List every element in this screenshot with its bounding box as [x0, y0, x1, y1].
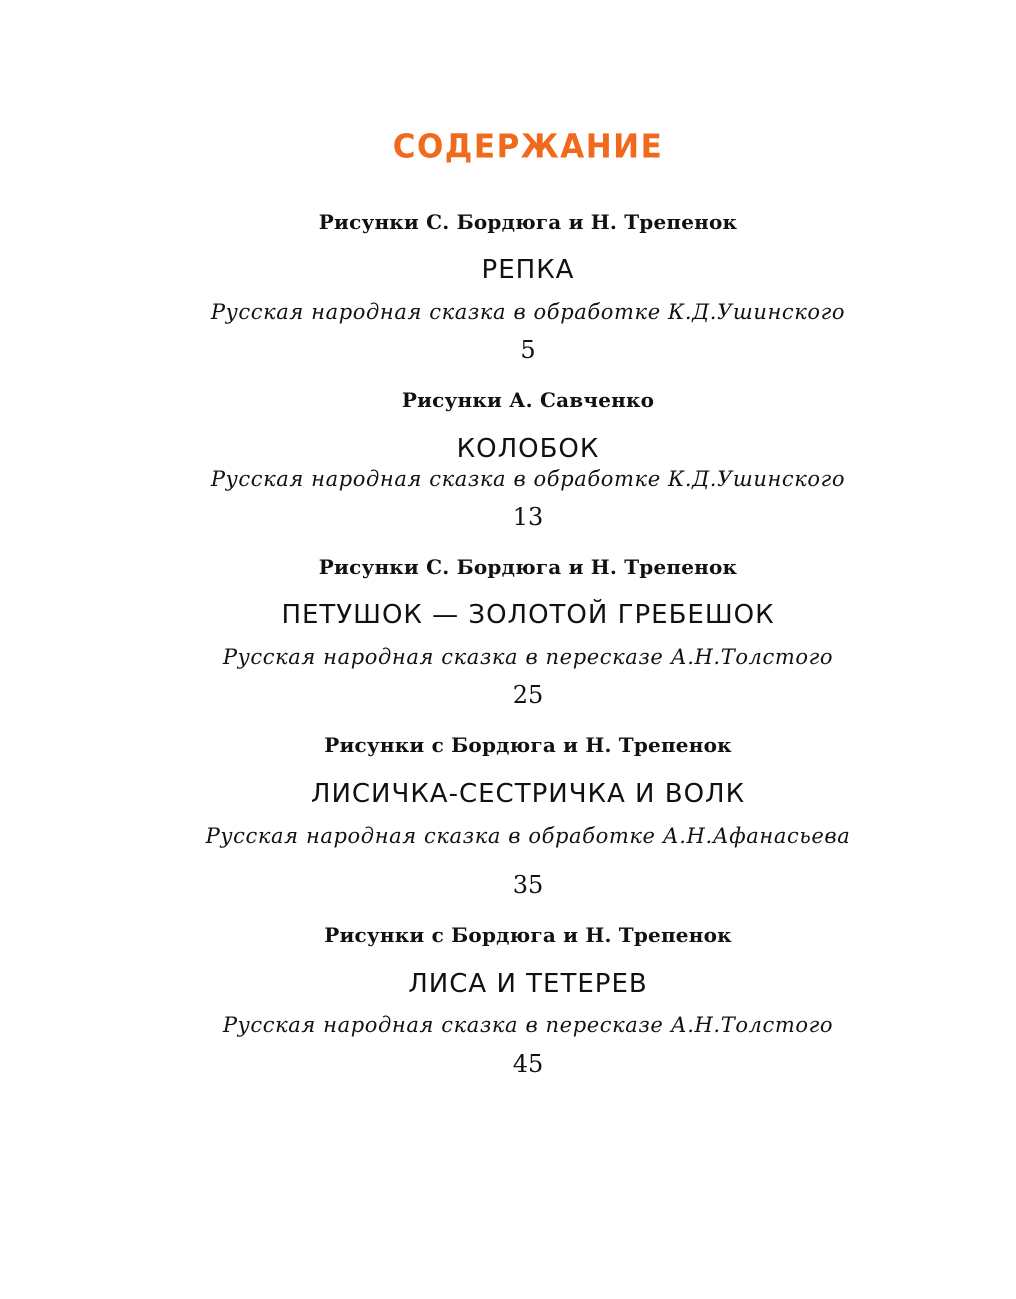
entry-1-illustrators: Рисунки С. Бордюга и Н. Трепенок — [318, 210, 738, 234]
entry-2-page-number[interactable]: 13 — [512, 503, 544, 531]
entry-1-source: Русская народная сказка в обработке К.Д.Ушинского — [210, 300, 846, 324]
entry-3-source: Русская народная сказка в пересказе А.Н.Толстого — [222, 645, 834, 669]
entry-2-illustrators: Рисунки А. Савченко — [401, 388, 655, 412]
entry-3-illustrators: Рисунки С. Бордюга и Н. Трепенок — [318, 555, 738, 579]
entry-3-title[interactable]: ПЕТУШОК — ЗОЛОТОЙ ГРЕБЕШОК — [281, 600, 775, 630]
entry-5-page-number[interactable]: 45 — [512, 1050, 544, 1078]
entry-3-page-number[interactable]: 25 — [512, 681, 544, 709]
entry-5-source: Русская народная сказка в пересказе А.Н.Толстого — [222, 1013, 834, 1037]
entry-4-source: Русская народная сказка в обработке А.Н.Афанасьева — [205, 824, 851, 848]
entry-4-illustrators: Рисунки с Бордюга и Н. Трепенок — [324, 733, 732, 757]
entry-4-page-number[interactable]: 35 — [512, 871, 544, 899]
entry-4-title[interactable]: ЛИСИЧКА-СЕСТРИЧКА И ВОЛК — [310, 779, 746, 809]
entry-1-title[interactable]: РЕПКА — [481, 255, 575, 285]
entry-1-page-number[interactable]: 5 — [520, 336, 536, 364]
entry-2-title[interactable]: КОЛОБОК — [456, 434, 600, 464]
entry-2-source: Русская народная сказка в обработке К.Д.Ушинского — [210, 467, 846, 491]
toc-heading: СОДЕРЖАНИЕ — [392, 128, 664, 166]
entry-5-illustrators: Рисунки с Бордюга и Н. Трепенок — [324, 923, 732, 947]
entry-5-title[interactable]: ЛИСА И ТЕТЕРЕВ — [408, 969, 648, 999]
